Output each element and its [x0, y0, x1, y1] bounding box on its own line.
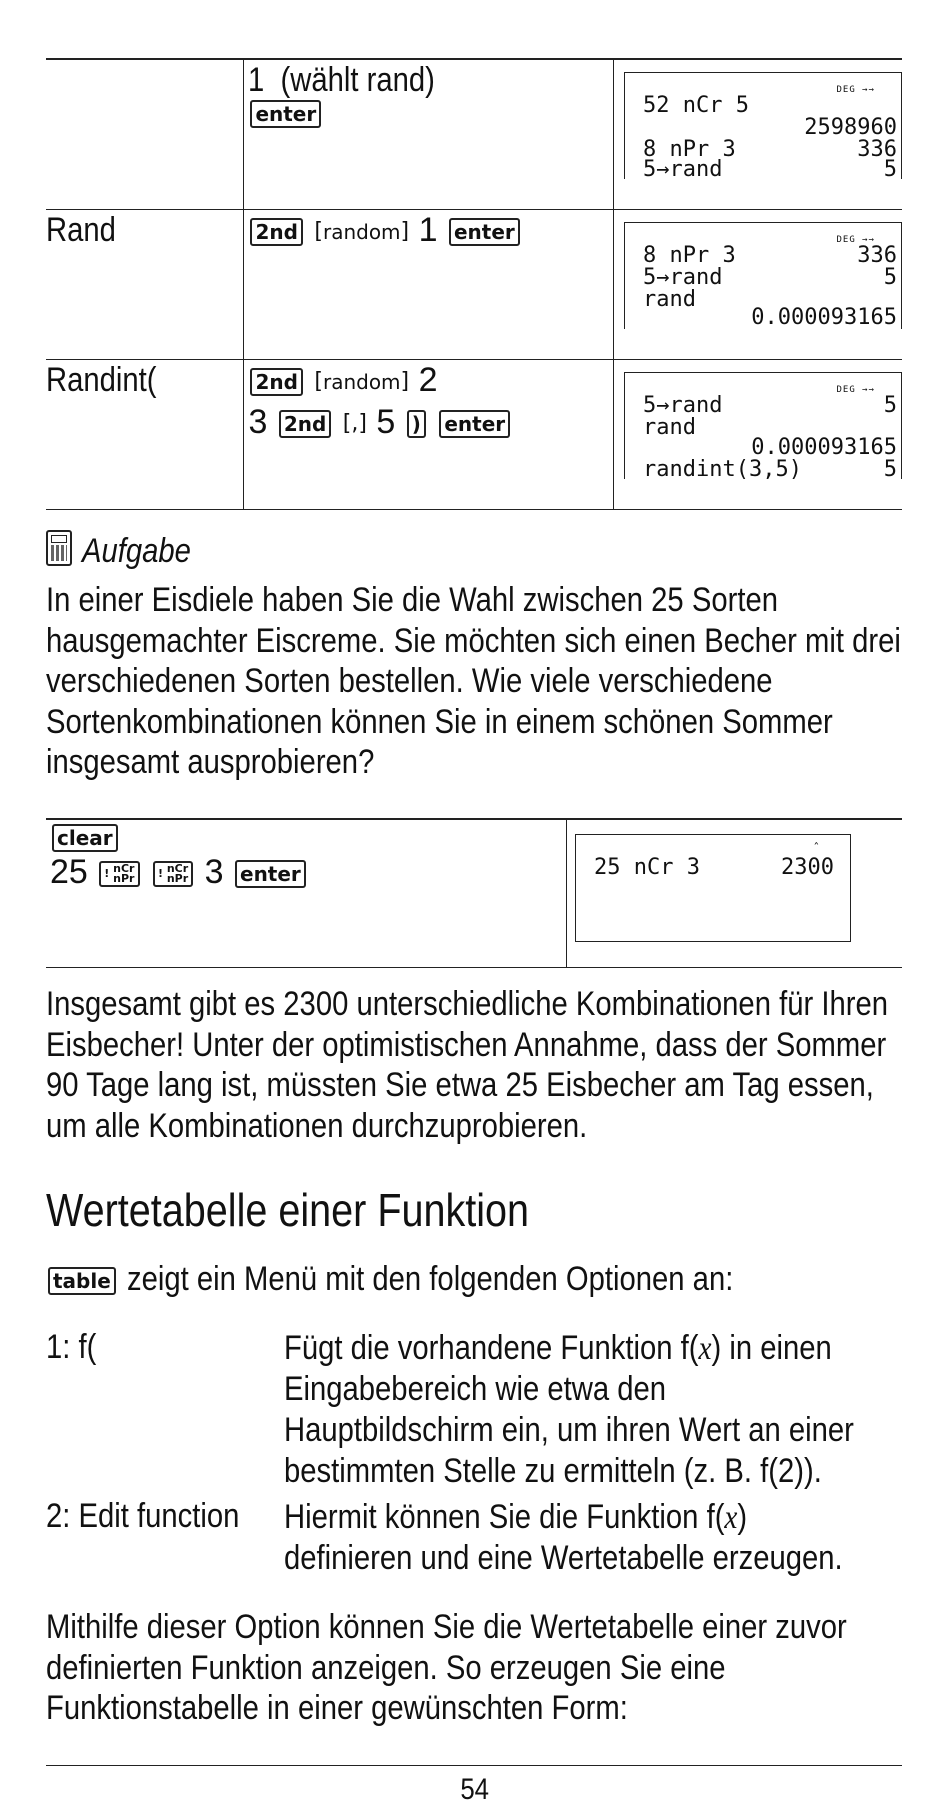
digit-1: 1	[248, 61, 265, 99]
keystroke-cell: 2nd [random] 1 enter	[244, 209, 614, 359]
second-key: 2nd	[250, 218, 302, 246]
result-paragraph: Insgesamt gibt es 2300 unterschiedliche Kombinationen für Ihren Eisbecher! Unter der optimistischen Annahme, dass der Sommer 90 Tage lang ist, müssten Sie etwa 25 Eisbecher am Tag essen, um alle Kombinationen durchzuprobieren.	[46, 985, 888, 1145]
screen-result: 0.000093165	[751, 434, 897, 460]
table-key: table	[48, 1267, 116, 1295]
ncr-key-top: nCr	[113, 862, 135, 876]
option-2-label: 2: Edit function	[46, 1497, 240, 1535]
ncr-npr-key	[99, 861, 139, 887]
screen-cell	[567, 819, 903, 967]
section-heading	[46, 1183, 906, 1237]
screen-result: 5	[883, 157, 897, 179]
option-1-label: 1: f(	[46, 1328, 97, 1366]
option-1-desc-b: ) in einen Eingabebereich wie etwa den Hauptbildschirm ein, um ihren Wert an einer bestimmten Stelle zu ermitteln (z. B. f(2)).	[284, 1329, 854, 1490]
table-row	[46, 209, 902, 359]
close-paren-key: )	[407, 410, 426, 438]
option-description	[284, 1328, 924, 1492]
screen-result: 2598960	[804, 115, 897, 140]
screen-line: 52 nCr 5	[643, 93, 749, 118]
page-number	[0, 1773, 950, 1807]
note-text: (wählt rand)	[280, 61, 436, 99]
clear-key: clear	[52, 824, 118, 852]
mode-indicator: DEG →→	[836, 384, 875, 395]
enter-key: enter	[439, 410, 510, 438]
screen-line: 5→rand	[643, 392, 723, 418]
random-key: random	[322, 369, 401, 394]
screen-line: 5→rand	[643, 157, 723, 179]
digit-2: 2	[418, 360, 438, 399]
ncr-npr-key	[153, 861, 193, 887]
outro-text	[46, 1607, 906, 1729]
enter-key: enter	[449, 218, 520, 246]
ncr-key-bottom: nPr	[113, 872, 135, 886]
calculator-screen	[624, 72, 902, 179]
option-label	[46, 1328, 286, 1367]
option-label	[46, 1497, 286, 1536]
digit-5: 5	[376, 402, 396, 441]
option-1-var: x	[698, 1330, 712, 1367]
ncr-key-top: nCr	[166, 862, 189, 876]
screen-line: rand	[643, 414, 696, 440]
number-25: 25	[50, 853, 88, 891]
mode-indicator: DEG →→	[836, 234, 875, 245]
function-name-cell	[46, 59, 244, 209]
screen-result: 336	[857, 242, 897, 268]
page-number-text: 54	[460, 1773, 490, 1806]
calculator-screen	[575, 834, 851, 942]
screen-line: 8 nPr 3	[643, 242, 736, 268]
screen-line: 5→rand	[643, 264, 723, 290]
enter-key: enter	[235, 860, 306, 888]
ncr-key-bottom: nPr	[166, 872, 189, 886]
screen-line: 8 nPr 3	[643, 137, 736, 162]
screen-result: 2300	[781, 855, 834, 880]
result-text	[46, 984, 906, 1146]
function-name: Randint(	[46, 360, 157, 399]
option-2-var: x	[724, 1499, 738, 1536]
task-heading	[46, 530, 906, 571]
task-paragraph: In einer Eisdiele haben Sie die Wahl zwischen 25 Sorten hausgemachter Eiscreme. Sie möchten sich einen Becher mit drei verschiedenen Sorten bestellen. Wie viele verschiedene Sortenkombinationen können Sie in einem schönen Sommer insgesamt ausprobieren?	[46, 581, 901, 781]
digit-3: 3	[204, 853, 224, 891]
task-text	[46, 580, 906, 783]
option-2-desc-b: ) definieren und eine Wertetabelle erzeugen.	[284, 1498, 843, 1577]
screen-result: 336	[857, 137, 897, 162]
screen-line: rand	[643, 286, 696, 312]
keystroke-cell	[46, 819, 567, 967]
screen-line: 25 nCr 3	[594, 855, 700, 880]
intro-text: zeigt ein Menü mit den folgenden Optionen an:	[127, 1260, 734, 1298]
mode-indicator: DEG →→	[836, 85, 875, 95]
screen-line: randint(3,5)	[643, 456, 802, 479]
option-2-desc-a: Hiermit können Sie die Funktion f(	[284, 1498, 725, 1536]
keystroke-table-random	[46, 58, 902, 510]
random-key: random	[322, 219, 401, 244]
table-row	[46, 359, 902, 509]
footer-divider	[46, 1765, 902, 1766]
section-intro	[46, 1260, 906, 1299]
ncr-key-excl: !	[157, 867, 163, 881]
option-1-desc	[284, 1328, 869, 1492]
keystroke-cell: 2nd [random] 2 3 2nd [,] 5 ) enter	[244, 359, 614, 509]
second-key: 2nd	[279, 410, 331, 438]
calculator-screen	[624, 222, 902, 329]
screen-cell	[614, 359, 903, 509]
option-description	[284, 1497, 924, 1579]
table-row	[46, 59, 902, 209]
calculator-screen	[624, 372, 902, 479]
keystroke-table-combinations	[46, 818, 902, 968]
screen-result: 5	[883, 264, 897, 290]
option-2-desc	[284, 1497, 869, 1579]
function-name: Rand	[46, 210, 116, 249]
screen-result: 0.000093165	[751, 304, 897, 329]
function-name-cell	[46, 209, 244, 359]
keystroke-cell	[244, 59, 614, 209]
mode-indicator: ˆ	[812, 841, 820, 855]
table-row	[46, 819, 902, 967]
digit-1: 1	[418, 210, 438, 249]
screen-result: 5	[883, 456, 897, 479]
section-title: Wertetabelle einer Funktion	[46, 1184, 530, 1236]
calculator-icon	[46, 530, 72, 566]
digit-3: 3	[248, 402, 268, 441]
enter-key: enter	[250, 100, 321, 128]
outro-paragraph: Mithilfe dieser Option können Sie die Wertetabelle einer zuvor definierten Funktion anzeigen. So erzeugen Sie eine Funktionstabelle in einer gewünschten Form:	[46, 1608, 847, 1727]
option-1-desc-a: Fügt die vorhandene Funktion f(	[284, 1329, 699, 1367]
second-key: 2nd	[250, 368, 302, 396]
screen-cell	[614, 59, 903, 209]
screen-result: 5	[883, 392, 897, 418]
ncr-key-excl: !	[104, 867, 110, 881]
screen-cell	[614, 209, 903, 359]
function-name-cell	[46, 359, 244, 509]
task-title: Aufgabe	[82, 532, 191, 570]
comma-key: ,	[351, 410, 359, 436]
